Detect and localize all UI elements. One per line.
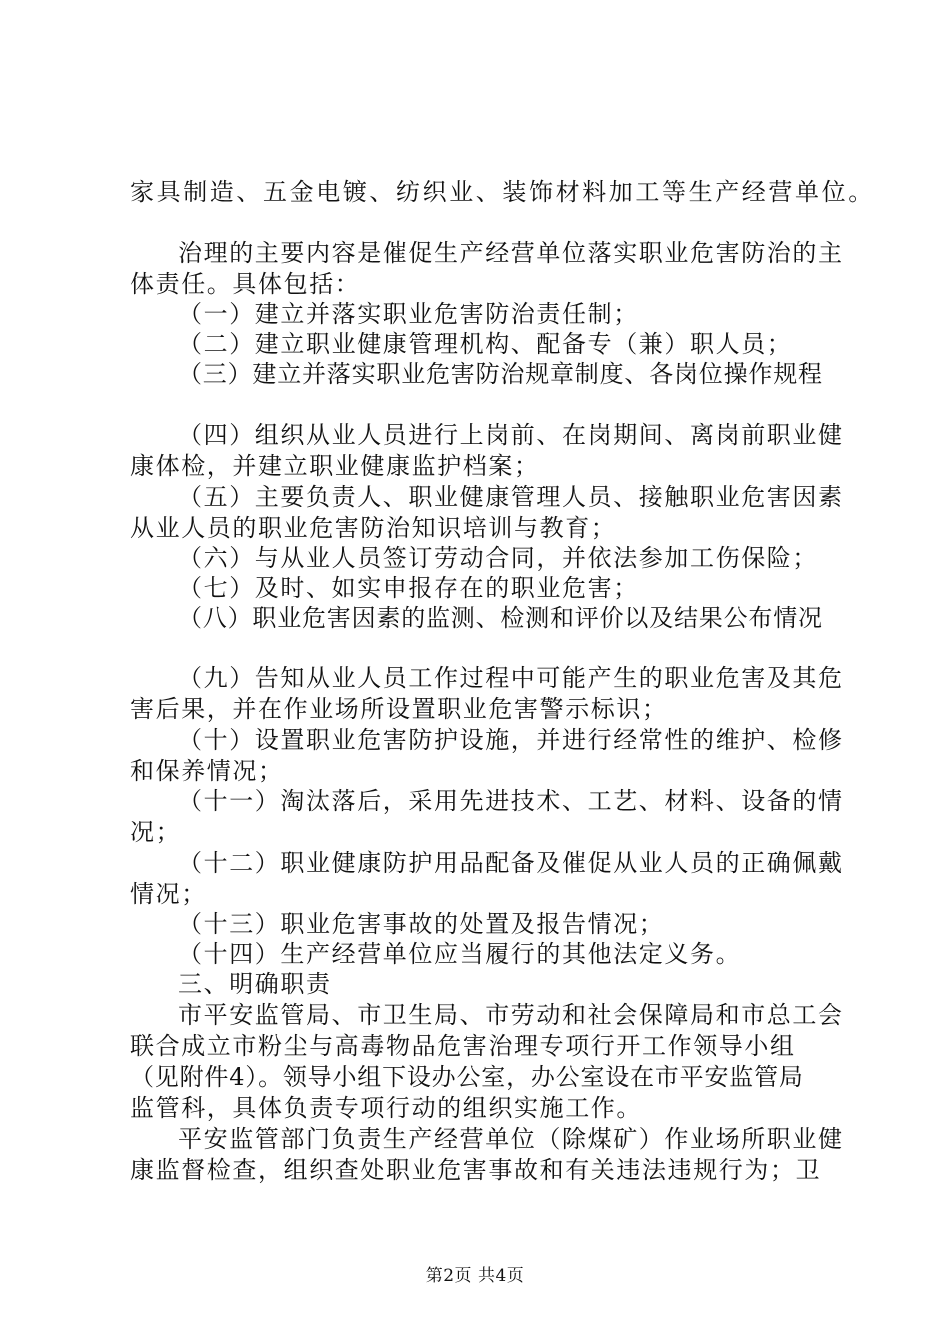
paragraph-line: 从业人员的职业危害防治知识培训与教育； [130,514,617,542]
paragraph-line: 治理的主要内容是催促生产经营单位落实职业危害防治的主 [178,239,844,267]
paragraph-line: 监管科，具体负责专项行动的组织实施工作。 [130,1094,642,1122]
list-item: （七）及时、如实申报存在的职业危害； [178,574,639,602]
list-item: （八）职业危害因素的监测、检测和评价以及结果公布情况 [178,604,823,632]
list-item: （十四）生产经营单位应当履行的其他法定义务。 [178,940,742,968]
list-item: （三）建立并落实职业危害防治规章制度、各岗位操作规程 [178,360,823,388]
list-item: （五）主要负责人、职业健康管理人员、接触职业危害因素 [178,483,844,511]
section-heading: 三、明确职责 [178,970,332,998]
paragraph-line: 康体检，并建立职业健康监护档案； [130,452,540,480]
list-item: （十一）淘汰落后，采用先进技术、工艺、材料、设备的情 [178,787,844,815]
paragraph-line: （见附件4）。领导小组下设办公室，办公室设在市平安监管局 [130,1063,804,1091]
page-number-footer: 第2页 共4页 [425,1266,525,1286]
paragraph-line: 市平安监管局、市卫生局、市劳动和社会保障局和市总工会 [178,1001,844,1029]
list-item: （一）建立并落实职业危害防治责任制； [178,300,639,328]
paragraph-line: 平安监管部门负责生产经营单位（除煤矿）作业场所职业健 [178,1125,844,1153]
list-item: （六）与从业人员签订劳动合同，并依法参加工伤保险； [178,544,818,572]
paragraph-line: 家具制造、五金电镀、纺织业、装饰材料加工等生产经营单位。 [130,178,875,206]
paragraph-line: 和保养情况； [130,757,284,785]
list-item: （九）告知从业人员工作过程中可能产生的职业危害及其危 [178,664,844,692]
paragraph-line: 情况； [130,880,207,908]
list-item: （十）设置职业危害防护设施，并进行经常性的维护、检修 [178,726,844,754]
paragraph-line: 康监督检查，组织查处职业危害事故和有关违法违规行为；卫 [130,1156,822,1184]
paragraph-line: 体责任。具体包括： [130,270,361,298]
list-item: （四）组织从业人员进行上岗前、在岗期间、离岗前职业健 [178,421,844,449]
list-item: （十三）职业危害事故的处置及报告情况； [178,910,665,938]
list-item: （二）建立职业健康管理机构、配备专（兼）职人员； [178,330,793,358]
paragraph-line: 害后果，并在作业场所设置职业危害警示标识； [130,695,668,723]
list-item: （十二）职业健康防护用品配备及催促从业人员的正确佩戴 [178,849,844,877]
paragraph-line: 况； [130,818,182,846]
paragraph-line: 联合成立市粉尘与高毒物品危害治理专项行开工作领导小组 [130,1032,796,1060]
